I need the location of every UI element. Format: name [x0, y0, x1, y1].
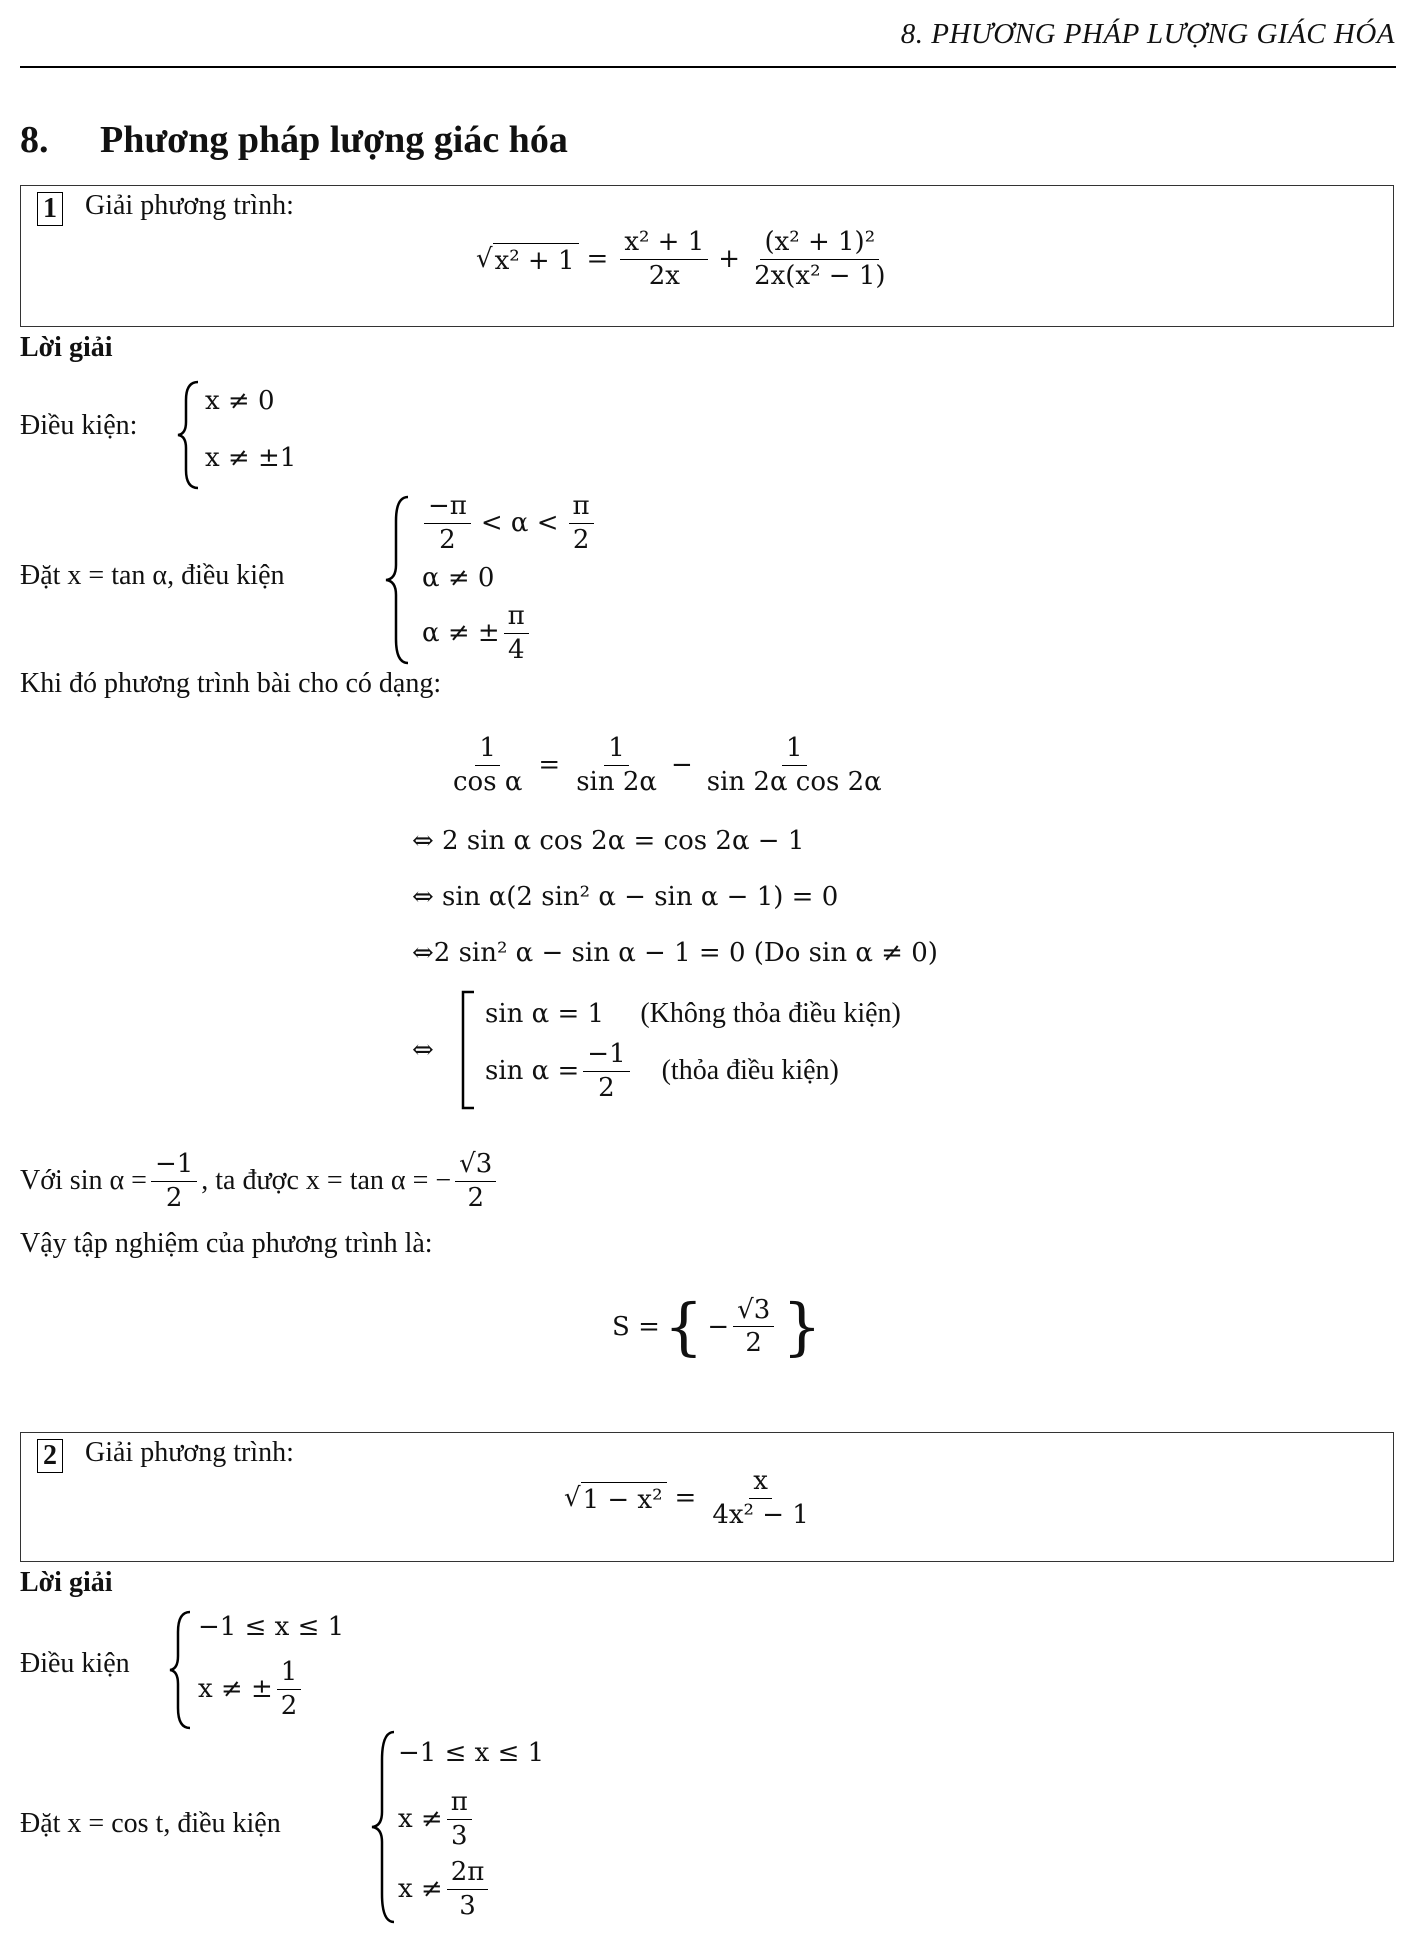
range-right-den: 2 — [572, 524, 590, 555]
step-2: ⇔ sin α(2 sin² α − sin α − 1) = 0 — [412, 882, 839, 912]
case-1-note: (Không thỏa điều kiện) — [640, 998, 901, 1029]
problem-1-number: 1 — [37, 192, 63, 226]
condition-2-brace — [170, 1610, 192, 1730]
p1-frac-1-num: x² + 1 — [620, 226, 708, 260]
sub2-c2-num: π — [447, 1786, 472, 1820]
cond2-1: −1 ≤ x ≤ 1 — [198, 1612, 345, 1642]
substitution-2: Đặt x = cos t, điều kiện — [20, 1808, 281, 1839]
p1-frac-2 — [750, 226, 889, 292]
set-lhs: S = — [612, 1311, 660, 1342]
with-den: 2 — [165, 1182, 183, 1213]
c3-left: α ≠ ± — [422, 618, 500, 648]
solution-1-heading: Lời giải — [20, 332, 113, 363]
s0-r-den: sin 2α cos 2α — [706, 766, 882, 797]
solution-2-heading: Lời giải — [20, 1567, 113, 1598]
sub2-c2 — [398, 1786, 476, 1852]
s0-l-num: 1 — [475, 732, 500, 766]
p1-frac-1-den: 2x — [648, 260, 680, 291]
range-left-num: −π — [424, 490, 471, 524]
section-number: 8. — [20, 119, 49, 161]
sub-1-c3 — [422, 600, 533, 666]
solution-set: S = { − $\frac{√3}{2}$ } — [612, 1290, 822, 1363]
s0-r-num: 1 — [782, 732, 807, 766]
case-1-eq: sin α = 1 — [485, 999, 605, 1029]
problem-1-prompt: Giải phương trình: — [85, 190, 294, 221]
case-2-num: −1 — [583, 1038, 629, 1072]
p2-frac-den: 4x² − 1 — [712, 1499, 809, 1530]
cond2-2 — [198, 1656, 305, 1722]
c3-den: 4 — [507, 634, 525, 665]
cond2-2-den: 2 — [280, 1690, 298, 1721]
p2-frac — [708, 1465, 812, 1531]
sub2-c3 — [398, 1856, 492, 1922]
set-num: √3 — [733, 1294, 774, 1328]
case-2-note: (thỏa điều kiện) — [661, 1055, 839, 1086]
step-3: ⇔2 sin² α − sin α − 1 = 0 (Do sin α ≠ 0) — [412, 938, 938, 968]
p2-lhs-radicand: 1 − x² — [581, 1482, 667, 1515]
step-0: $\frac{1}{\text{cos α}}$ = $\frac{1}{\sin 2\alpha}$ − $\frac{1}{\text{sin 2α cos 2α}}$ — [445, 732, 890, 798]
sub2-c2-den: 3 — [450, 1820, 468, 1851]
set-den: 2 — [745, 1328, 762, 1358]
condition-1-brace — [178, 380, 200, 490]
sub2-c3-num: 2π — [447, 1856, 489, 1890]
p2-frac-num: x — [749, 1465, 772, 1499]
case-2-left: sin α = — [485, 1056, 580, 1086]
step-4-arrow: ⇔ — [412, 1035, 434, 1065]
s0-m-num: 1 — [604, 732, 629, 766]
cond2-2-left: x ≠ ± — [198, 1674, 273, 1704]
p1-frac-2-den: 2x(x² − 1) — [754, 260, 886, 291]
conclusion-1: Vậy tập nghiệm của phương trình là: — [20, 1228, 433, 1259]
sub2-c3-left: x ≠ — [398, 1874, 443, 1904]
range-left-den: 2 — [439, 524, 456, 555]
section-title — [20, 118, 568, 162]
condition-1-label: Điều kiện: — [20, 410, 138, 441]
running-header: 8. PHƯƠNG PHÁP LƯỢNG GIÁC HÓA — [900, 18, 1395, 50]
with-res-num: √3 — [455, 1148, 496, 1182]
condition-1b: x ≠ ±1 — [205, 443, 297, 473]
problem-1-equation: √ x² + 1 = $\frac{\text{x² + 1}}{2x}$ + $\frac{\text{(x² + 1)²}}{\text{2x(x² − 1)}}$ — [476, 226, 894, 292]
p1-frac-1 — [620, 226, 708, 292]
with-res-den: 2 — [467, 1182, 484, 1213]
substitution-1: Đặt x = tan α, điều kiện — [20, 560, 285, 591]
case-2-den: 2 — [598, 1072, 615, 1103]
p1-frac-2-num: (x² + 1)² — [760, 226, 879, 260]
substitution-1-brace — [386, 495, 410, 665]
cond2-2-num: 1 — [277, 1656, 302, 1690]
s0-l-den: cos α — [453, 766, 523, 797]
case-1 — [485, 998, 901, 1030]
problem-2-number: 2 — [37, 1439, 63, 1473]
problem-2-prompt: Giải phương trình: — [85, 1437, 294, 1468]
s0-m-den: sin 2α — [576, 766, 657, 797]
condition-2-label: Điều kiện — [20, 1648, 130, 1679]
set-close-brace: } — [782, 1290, 822, 1363]
step-1: ⇔ 2 sin α cos 2α = cos 2α − 1 — [412, 826, 805, 856]
p1-lhs-radicand: x² + 1 — [493, 243, 579, 276]
case-bracket — [460, 990, 476, 1110]
problem-2-equation: √ 1 − x² = $\frac{x}{\text{4x² − 1}}$ — [564, 1465, 817, 1531]
intro-1: Khi đó phương trình bài cho có dạng: — [20, 668, 442, 699]
sub2-c2-left: x ≠ — [398, 1804, 443, 1834]
sub-1-range — [420, 490, 598, 556]
sub2-c1: −1 ≤ x ≤ 1 — [398, 1738, 545, 1768]
case-2 — [485, 1038, 839, 1104]
c3-num: π — [504, 600, 529, 634]
range-right-num: π — [569, 490, 594, 524]
set-open-brace: { — [663, 1290, 704, 1363]
section-title-text: Phương pháp lượng giác hóa — [100, 119, 568, 161]
header-rule — [20, 66, 1396, 68]
range-mid: < α < — [480, 508, 559, 538]
substitution-2-brace — [372, 1730, 396, 1925]
with-num: −1 — [151, 1148, 197, 1182]
with-line — [20, 1148, 500, 1214]
with-prefix: Với sin α = — [20, 1165, 147, 1196]
sub2-c3-den: 3 — [459, 1890, 476, 1921]
problem-1-box — [20, 185, 1394, 327]
problem-2-box — [20, 1432, 1394, 1562]
sub-1-c2: α ≠ 0 — [422, 563, 495, 593]
condition-1a: x ≠ 0 — [205, 386, 275, 416]
with-mid: , ta được x = tan α = − — [201, 1165, 452, 1196]
